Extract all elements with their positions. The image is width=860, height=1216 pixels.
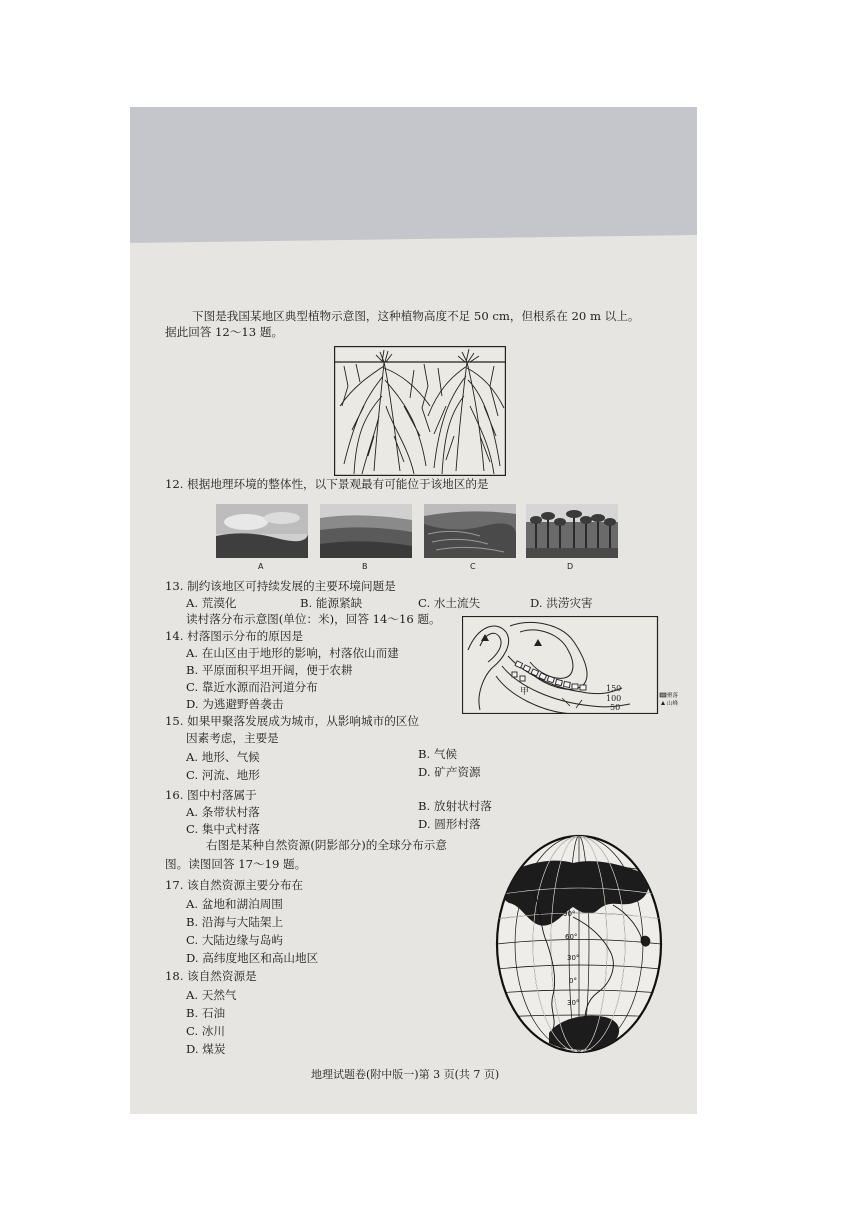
q13-option-a: A. 荒漠化 [186,596,237,610]
intro-12-13-line2: 据此回答 12～13 题。 [165,325,284,339]
contour-label-100: 100 [606,694,622,703]
question-14-stem: 14. 村落图示分布的原因是 [165,629,304,643]
intro-12-13-line1: 下图是我国某地区典型植物示意图，这种植物高度不足 50 cm，但根系在 20 m 以上。 [192,309,640,323]
globe-lat-label-0: 0° [569,977,577,985]
landscape-option-c-image [424,504,516,558]
contour-label-50: 50 [610,703,621,712]
landscape-option-d-image [526,504,618,558]
q16-option-c: C. 集中式村落 [186,822,260,836]
q18-option-d: D. 煤炭 [186,1042,226,1056]
globe-resource-distribution-map [493,833,665,1055]
question-15-stem-line1: 15. 如果甲聚落发展成为城市，从影响城市的区位 [165,714,419,728]
q16-option-a: A. 条带状村落 [186,805,260,819]
q17-option-c: C. 大陆边缘与岛屿 [186,933,283,947]
question-12-stem: 12. 根据地理环境的整体性，以下景观最有可能位于该地区的是 [165,477,489,491]
q16-option-d: D. 圆形村落 [418,817,481,831]
globe-lat-label-60: 60° [565,933,578,941]
contour-label-150: 150 [606,684,622,693]
legend-settlement-label: 聚落 [667,693,679,699]
option-b-label: B [362,562,368,571]
legend-settlement-swatch [660,693,666,697]
option-c-label: C [470,562,476,571]
globe-lat-label-30n: 30° [567,954,580,962]
question-18-stem: 18. 该自然资源是 [165,969,257,983]
q13-option-b: B. 能源紧缺 [300,596,363,610]
globe-lat-label-30s: 30° [567,999,580,1007]
question-16-stem: 16. 图中村落属于 [165,788,257,802]
q15-option-b: B. 气候 [418,747,458,761]
q17-option-b: B. 沿海与大陆架上 [186,915,284,929]
legend-peak-icon [661,701,665,705]
village-marker-jia: 甲 [520,687,530,697]
village-distribution-map [462,616,684,714]
intro-17-19-line2: 图。读图回答 17～19 题。 [165,857,307,871]
q16-option-b: B. 放射状村落 [418,799,492,813]
globe-lat-label-90: 90° [563,910,576,918]
q18-option-a: A. 天然气 [186,988,237,1002]
q18-option-c: C. 冰川 [186,1024,226,1038]
question-17-stem: 17. 该自然资源主要分布在 [165,878,304,892]
q13-option-d: D. 洪涝灾害 [530,596,593,610]
page-footer: 地理试题卷(附中版一)第 3 页(共 7 页) [311,1068,500,1081]
q15-option-c: C. 河流、地形 [186,768,260,782]
legend-peak-label: 山峰 [667,701,679,707]
q14-option-d: D. 为逃避野兽袭击 [186,697,284,711]
question-15-stem-line2: 因素考虑，主要是 [186,731,279,745]
option-a-label: A [258,562,264,571]
q15-option-d: D. 矿产资源 [418,765,481,779]
q13-option-c: C. 水土流失 [418,596,481,610]
q14-option-c: C. 靠近水源而沿河道分布 [186,680,318,694]
landscape-option-b-image [320,504,412,558]
q17-option-a: A. 盆地和湖泊周围 [186,897,283,911]
intro-17-19-line1: 右图是某种自然资源(阴影部分)的全球分布示意 [206,838,447,852]
q18-option-b: B. 石油 [186,1006,226,1020]
q15-option-a: A. 地形、气候 [186,750,260,764]
landscape-option-a-image [216,504,308,558]
intro-14-16: 读村落分布示意图(单位：米)，回答 14～16 题。 [186,612,441,626]
q17-option-d: D. 高纬度地区和高山地区 [186,951,319,965]
q14-option-b: B. 平原面积平坦开阔，便于农耕 [186,663,353,677]
question-13-stem: 13. 制约该地区可持续发展的主要环境问题是 [165,579,396,593]
plant-root-figure [334,346,506,476]
landscape-option-labels [216,562,616,574]
q14-option-a: A. 在山区由于地形的影响，村落依山而建 [186,646,399,660]
option-d-label: D [567,562,574,571]
